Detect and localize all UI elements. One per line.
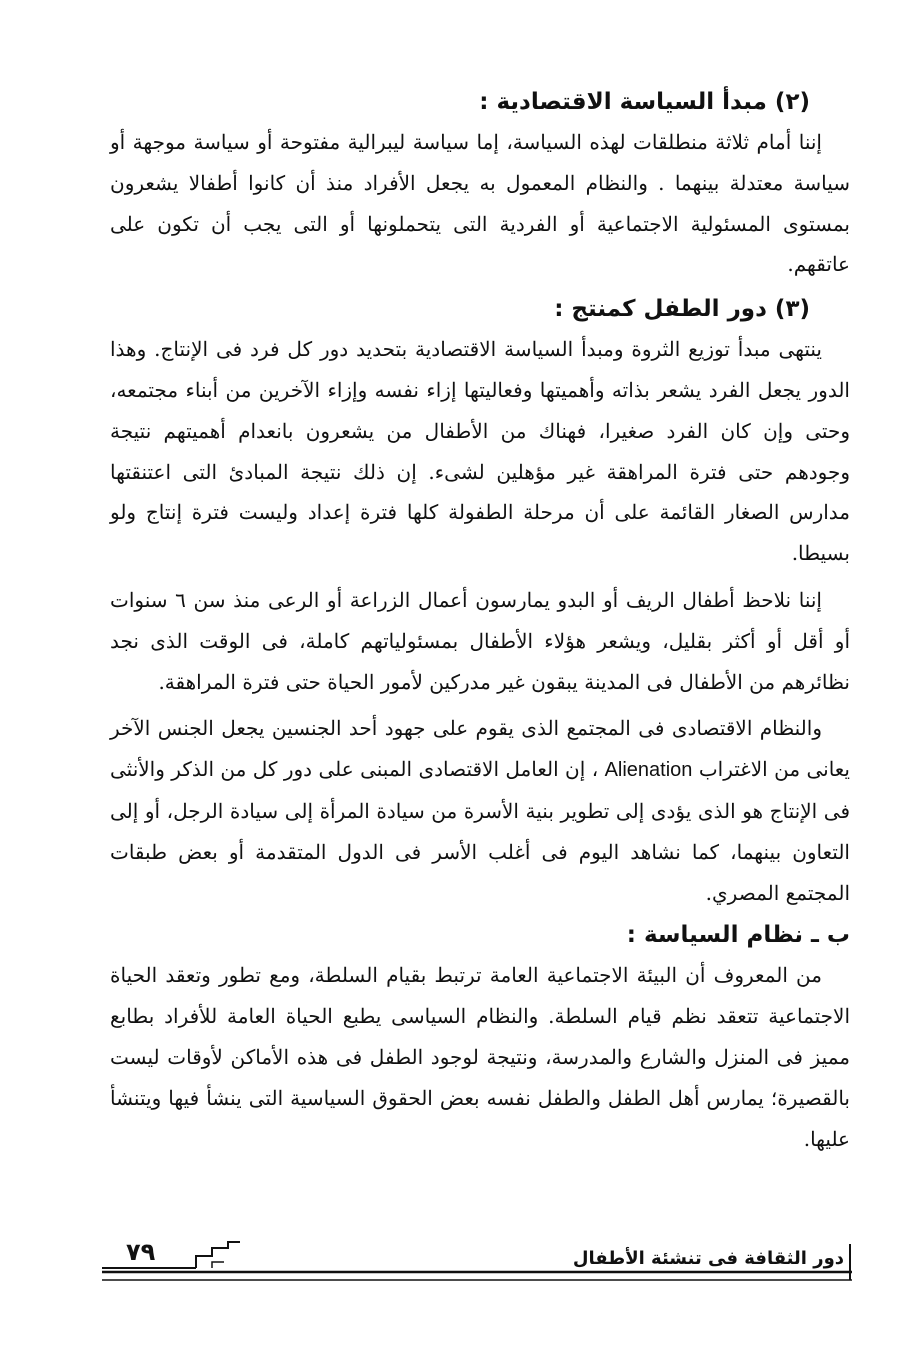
running-title: دور الثقافة فى تنشئة الأطفال bbox=[572, 1248, 844, 1269]
section-3-heading: (٣) دور الطفل كمنتج : bbox=[554, 296, 810, 323]
paragraph-3-text-before: والنظام الاقتصادى فى المجتمع الذى يقوم على جهود أحد الجنسين يجعل الجنس الآخر يعانى من الاغتراب bbox=[110, 716, 850, 782]
section-b-paragraph: من المعروف أن البيئة الاجتماعية العامة ترتبط بقيام السلطة، ومع تطور وتعقد الحياة الاجتماعية تتعقد نظم قيام السلطة. والنظام السياسى يطبع الحياة العامة للأفراد بطابع مميز فى المنزل والشارع والمدرسة، ونتيجة لوجود الطفل فى هذه الأماكن لأوقات ليست بالقصيرة؛ يمارس أهل الطفل والطفل نفسه بعض الحقوق السياسية التى ينشأ فيها ويتنشأ عليها. bbox=[110, 963, 850, 1151]
alienation-term: Alienation bbox=[604, 759, 693, 782]
section-b-heading: ب ـ نظام السياسة : bbox=[626, 922, 850, 949]
section-3-paragraph-3 bbox=[110, 708, 850, 913]
page-body bbox=[110, 82, 850, 1159]
page-footer bbox=[100, 1234, 852, 1286]
section-3-paragraph-2: إننا نلاحظ أطفال الريف أو البدو يمارسون أعمال الزراعة أو الرعى منذ سن ٦ سنوات أو أقل أو أكثر بقليل، ويشعر هؤلاء الأطفال بمسئولياتهم كاملة، فى الوقت الذى نجد نظائرهم من الأطفال فى المدينة يبقون غير مدركين لأمور الحياة حتى فترة المراهقة. bbox=[110, 587, 850, 694]
page-number: ٧٩ bbox=[126, 1238, 156, 1266]
section-2-paragraph: إننا أمام ثلاثة منطلقات لهذه السياسة، إما سياسة ليبرالية مفتوحة أو سياسة موجهة أو سياسة معتدلة بينهما . والنظام المعمول به يجعل الأفراد منذ أن كانوا أطفالا يشعرون بمستوى المسئولية الاجتماعية أو الفردية التى يتحملونها أو التى يجب أن تكون على عاتقهم. bbox=[110, 130, 850, 277]
paragraph-3-text-after: ، إن العامل الاقتصادى المبنى على دور كل من الذكر والأنثى فى الإنتاج هو الذى يؤدى إلى تطوير بنية الأسرة من سيادة المرأة إلى سيادة الرجل، أو إلى التعاون بينهما، كما نشاهد اليوم فى أغلب الأسر فى الدول المتقدمة أو بعض طبقات المجتمع المصري. bbox=[110, 757, 850, 905]
section-3-paragraph-1: ينتهى مبدأ توزيع الثروة ومبدأ السياسة الاقتصادية بتحديد دور كل فرد فى الإنتاج. وهذا الدور يجعل الفرد يشعر بذاته وأهميتها وفعاليتها إزاء نفسه وإزاء الآخرين من أبناء مجتمعه، وحتى وإن كان الفرد صغيرا، فهناك من الأطفال من يشعرون بانعدام أهميتهم نتيجة وجودهم حتى فترة المراهقة غير مؤهلين لشىء. إن ذلك نتيجة المبادئ التى اعتنقتها مدارس الصغار القائمة على أن مرحلة الطفولة كلها فترة إعداد وليست فترة إنتاج ولو بسيطا. bbox=[110, 337, 850, 566]
section-2-heading: (٢) مبدأ السياسة الاقتصادية : bbox=[479, 89, 810, 115]
